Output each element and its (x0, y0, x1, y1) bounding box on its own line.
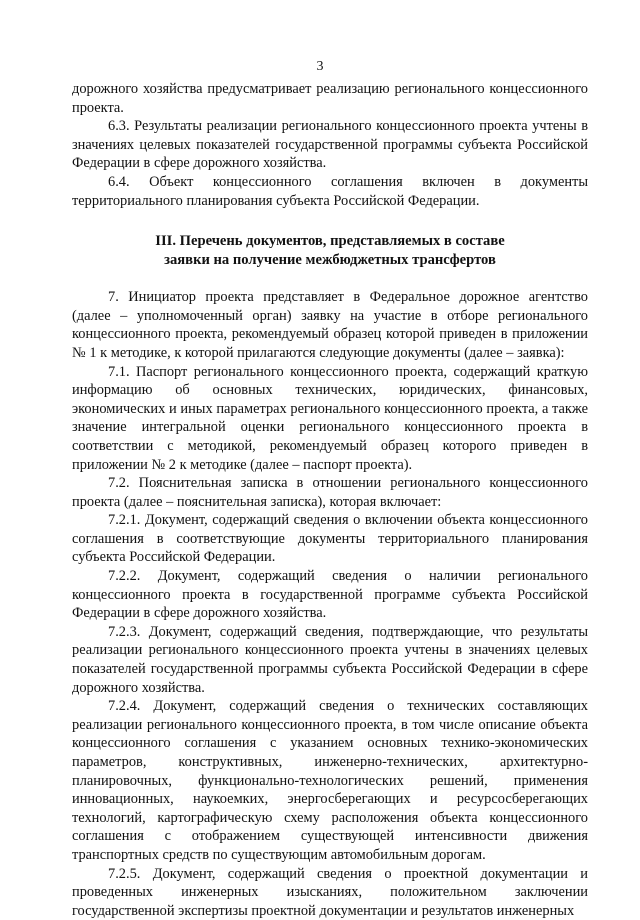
paragraph-7-1: 7.1. Паспорт регионального концессионного проекта, содержащий краткую информацию об основных технических, юридических, финансовых, экономических и иных параметрах регионального концессионного проекта, а также значение интегральной оценки регионального концессионного проекта в соответствии с методикой, рекомендуемый образец которого приведен в приложении № 2 к методике (далее – паспорт проекта). (72, 363, 588, 473)
section-heading-line-2: заявки на получение межбюджетных трансфертов (164, 252, 496, 269)
paragraph-7-2-5: 7.2.5. Документ, содержащий сведения о проектной документации и проведенных инженерных изысканиях, положительном заключении государственной экспертизы проектной документации и результатов инженерных (72, 865, 588, 919)
paragraph-7-2: 7.2. Пояснительная записка в отношении регионального концессионного проекта (далее – пояснительная записка), которая включает: (72, 475, 588, 510)
page-number: 3 (316, 59, 324, 74)
paragraph-7-2-3: 7.2.3. Документ, содержащий сведения, подтверждающие, что результаты реализации регионального концессионного проекта учтены в значениях целевых показателей государственной программы субъекта Российской Федерации в сфере дорожного хозяйства. (72, 623, 588, 696)
section-heading (72, 232, 588, 270)
paragraph-7: 7. Инициатор проекта представляет в Федеральное дорожное агентство (далее – уполномоченный орган) заявку на участие в отборе регионального концессионного проекта, рекомендуемый образец которой приведен в приложении № 1 к методике, к которой прилагаются следующие документы (далее – заявка): (72, 289, 588, 361)
document-body (72, 80, 588, 920)
paragraph-7-2-2: 7.2.2. Документ, содержащий сведения о наличии регионального концессионного проекта в государственной программе субъекта Российской Федерации в сфере дорожного хозяйства. (72, 568, 588, 622)
paragraph-6-3: 6.3. Результаты реализации регионального концессионного проекта учтены в значениях целевых показателей государственной программы субъекта Российской Федерации в сфере дорожного хозяйства. (72, 118, 588, 172)
paragraph-continuation: дорожного хозяйства предусматривает реализацию регионального концессионного проекта. (72, 81, 588, 116)
paragraph-7-2-1: 7.2.1. Документ, содержащий сведения о включении объекта концессионного соглашения в соответствующие документы территориального планирования субъекта Российской Федерации. (72, 512, 588, 566)
paragraph-6-4: 6.4. Объект концессионного соглашения включен в документы территориального планирования субъекта Российской Федерации. (72, 173, 588, 209)
paragraph-7-2-4: 7.2.4. Документ, содержащий сведения о технических составляющих реализации регионального концессионного проекта, в том числе описание объекта концессионного соглашения с указанием основных технико-экономических параметров, конструктивных, инженерно-технических, архитектурно-планировочных, функционально-технологических решений, применения инновационных, наукоемких, энергосберегающих и ресурсосберегающих технологий, картографическую схему расположения объекта концессионного соглашения с отображением существующей интенсивности движения транспортных средств по существующим автомобильным дорогам. (72, 698, 588, 863)
section-heading-line-1: III. Перечень документов, представляемых в составе (155, 233, 505, 250)
